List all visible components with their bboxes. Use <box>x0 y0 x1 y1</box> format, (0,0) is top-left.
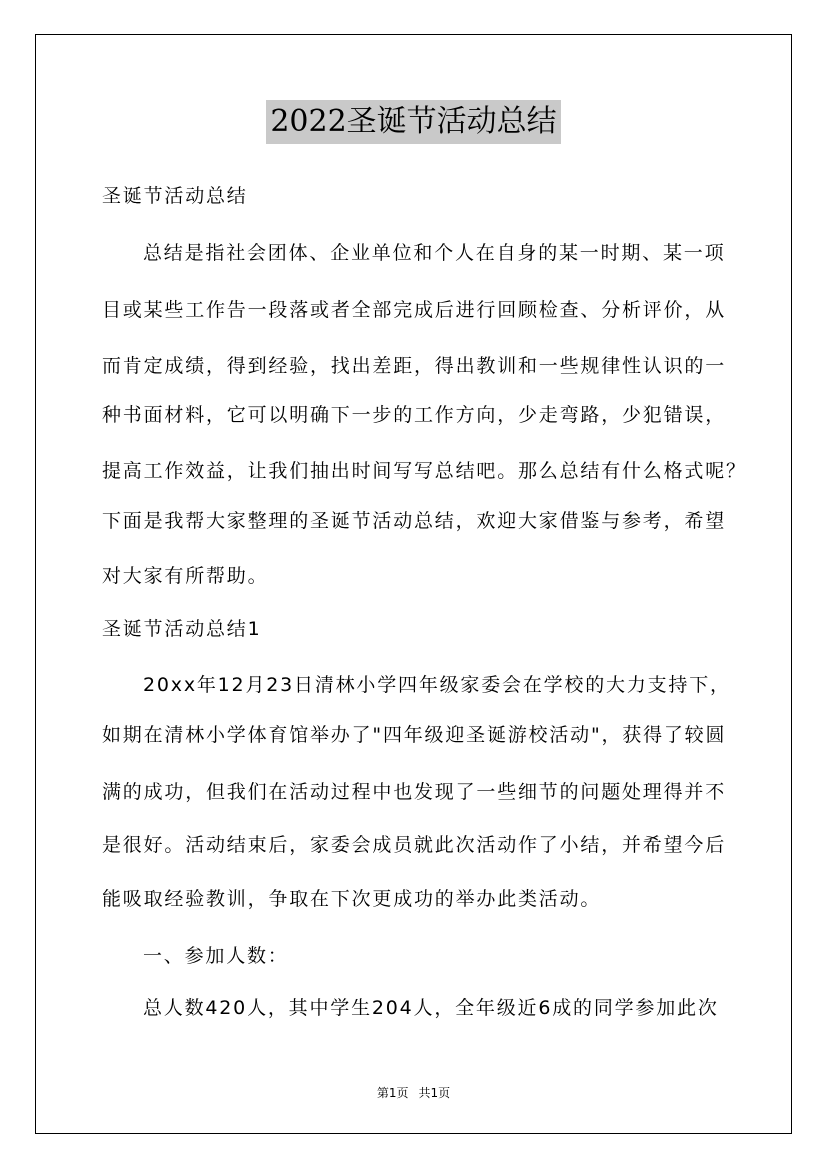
subsection-heading: 一、参加人数： <box>143 945 289 967</box>
paragraph-line: 下面是我帮大家整理的圣诞节活动总结，欢迎大家借鉴与参考，希望 <box>102 510 727 532</box>
paragraph-line: 能吸取经验教训，争取在下次更成功的举办此类活动。 <box>102 888 602 910</box>
paragraph-line: 种书面材料，它可以明确下一步的工作方向，少走弯路，少犯错误， <box>102 404 727 426</box>
page-number: 第1页 <box>376 1086 409 1100</box>
paragraph-line: 总结是指社会团体、企业单位和个人在自身的某一时期、某一项 <box>143 242 726 264</box>
section-heading: 圣诞节活动总结 <box>102 185 248 207</box>
paragraph-line: 对大家有所帮助。 <box>102 565 269 587</box>
paragraph-line: 满的成功，但我们在活动过程中也发现了一些细节的问题处理得并不 <box>102 781 727 803</box>
paragraph-line: 而肯定成绩，得到经验，找出差距，得出教训和一些规律性认识的一 <box>102 355 727 377</box>
paragraph-line: 20xx年12月23日清林小学四年级家委会在学校的大力支持下， <box>143 674 731 696</box>
paragraph-line: 提高工作效益，让我们抽出时间写写总结吧。那么总结有什么格式呢？ <box>102 460 747 482</box>
paragraph-line: 是很好。活动结束后，家委会成员就此次活动作了小结，并希望今后 <box>102 834 727 856</box>
paragraph-line: 目或某些工作告一段落或者全部完成后进行回顾检查、分析评价，从 <box>102 299 727 321</box>
page-footer <box>0 1084 827 1101</box>
paragraph-line: 总人数420人，其中学生204人，全年级近6成的同学参加此次 <box>143 997 719 1019</box>
document-title: 2022圣诞节活动总结 <box>266 100 560 144</box>
page-total: 共1页 <box>418 1086 451 1100</box>
paragraph-line: 如期在清林小学体育馆举办了"四年级迎圣诞游校活动"，获得了较圆 <box>102 724 727 746</box>
title-container <box>0 100 827 144</box>
section-heading: 圣诞节活动总结1 <box>102 618 262 640</box>
